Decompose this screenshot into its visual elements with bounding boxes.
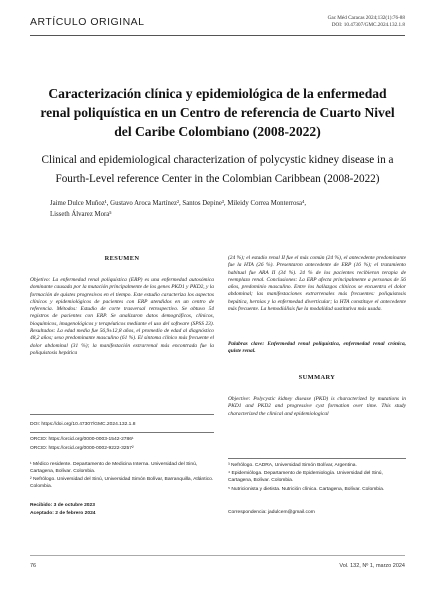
affiliation-3: ³ Nefrólogo. CADRA, Universidad Simón Bolívar, Argentina.: [228, 463, 357, 468]
resumen-continued: (24 %); el estadio renal II fue el más común (24 %), el antecedente predominante fue la HTA (26 %). Presentaron antecedente de ERP (16 %); el tratamiento habitual fue ARA II (34 %). 24 % de los pacientes recibieron terapia de reemplazo renal. Conclusiones: La ERP afecta principalmente a personas de 56 años, predominio masculino. Entre los hallazgos clínicos se encuentra el dolor abdominal; las manifestaciones extrarrenales más frecuentes: poliquistosis hepática, hernias y la enfermedad diverticular; la HTA constituye el antecedente más frecuente. La hemodiálisis fue la modalidad sustitutiva más usada.: [228, 255, 406, 313]
correspondence[interactable]: Correspondencia: jadulcem@gmail.com: [228, 510, 315, 515]
journal-citation: Gac Méd Caracas 2024;132(1):76-88: [327, 15, 405, 21]
resumen-heading: RESUMEN: [104, 255, 140, 262]
affiliation-1: ¹ Médico residente. Departamento de Medicina Interna. Universidad del Sinú, Cartagena, Bolívar. Colombia.: [30, 462, 198, 474]
doi-separator: [30, 432, 214, 433]
orcid-2[interactable]: ORCID: https://orcid.org/0000-0002-9222-3257²: [30, 446, 134, 451]
authors-line-2: Lisseth Álvarez Mora⁵: [50, 211, 112, 218]
author-list: [50, 198, 390, 220]
received-date: Recibido: 3 de octubre 2023: [30, 503, 95, 508]
doi-line: DOI: https://doi.org/10.47307/GMC.2024.132.1.8: [30, 422, 136, 427]
journal-meta: [328, 15, 405, 29]
right-footnote-separator: [228, 458, 406, 459]
affiliation-4: ⁴ Epidemióloga. Departamento de Epidemiología. Universidad del Sinú, Cartagena, Bolívar. Colombia.: [228, 471, 383, 483]
affiliation-5: ⁵ Nutricionista y dietista. Nutrición clínica. Cartagena, Bolívar. Colombia.: [228, 487, 385, 492]
summary-heading: SUMMARY: [298, 374, 336, 381]
orcid-1[interactable]: ORCID: https://orcid.org/0000-0003-1542-2786¹: [30, 437, 134, 442]
summary-paragraph: Objective: Polycystic kidney disease (PKD) is characterized by mutations in PKD1 and PKD2 and progressive cyst formation over time. This study characterized the clinical and epidemiological: [228, 396, 406, 417]
section-tag: ARTÍCULO ORIGINAL: [30, 16, 145, 28]
journal-doi: DOI: 10.47307/GMC.2024.132.1.8: [331, 22, 405, 28]
volume-info: Vol. 132, Nº 1, marzo 2024: [339, 563, 405, 569]
resumen-paragraph: Objetivo: La enfermedad renal poliquística (ERP) es una enfermedad autosómica dominante causada por la mutación principalmente de los genes PKD1 y PKD2, y la formación de quistes progresivos en el tiempo. Este estudio caracteriza los aspectos clínicos y epidemiológicos de pacientes con ERP atendidos en un centro de referencia. Métodos: Estudio de corte trasversal retrospectivo. Se obtuvo 54 registros de pacientes con ERP. Se analizaron datos demográficos, clínicos, bioquímicos, imagenológicos y terapéuticos mediante el uso del software (SPSS 23). Resultados: La edad media fue 56,9±12,8 años, el promedio de edad al diagnóstico 48,2 años; sexo predominante masculino (61 %). El síntoma clínico más frecuente el dolor abdominal (31 %); la manifestación extrarrenal más encontrada fue la poliquistosis hepática: [30, 277, 214, 356]
keywords: Palabras clave: Enfermedad renal poliquística, enfermedad renal crónica, quiste renal.: [228, 341, 406, 355]
accepted-date: Aceptado: 2 de febrero 2024: [30, 511, 96, 516]
footnote-separator: [30, 414, 214, 415]
authors-line-1: Jaime Dulce Muñoz¹, Gustavo Aroca Martínez², Santos Depine³, Mileidy Correa Monterrosa⁴,: [50, 200, 307, 207]
title-spanish: Caracterización clínica y epidemiológica de la enfermedad renal poliquística en un Centro de referencia de Cuarto Nivel del Caribe Colombiano (2008-2022): [40, 86, 395, 139]
title-english: Clinical and epidemiological characterization of polycystic kidney disease in a Fourth-Level reference Center in the Colombian Caribbean (2008-2022): [41, 154, 394, 185]
footer-rule: [30, 555, 405, 556]
affiliation-2: ² Nefrólogo. Universidad del Sinú, Universidad Simón Bolívar, Barranquilla, Atlántico. Colombia.: [30, 477, 214, 489]
page-number: 76: [30, 563, 37, 569]
header-rule: [30, 35, 405, 36]
